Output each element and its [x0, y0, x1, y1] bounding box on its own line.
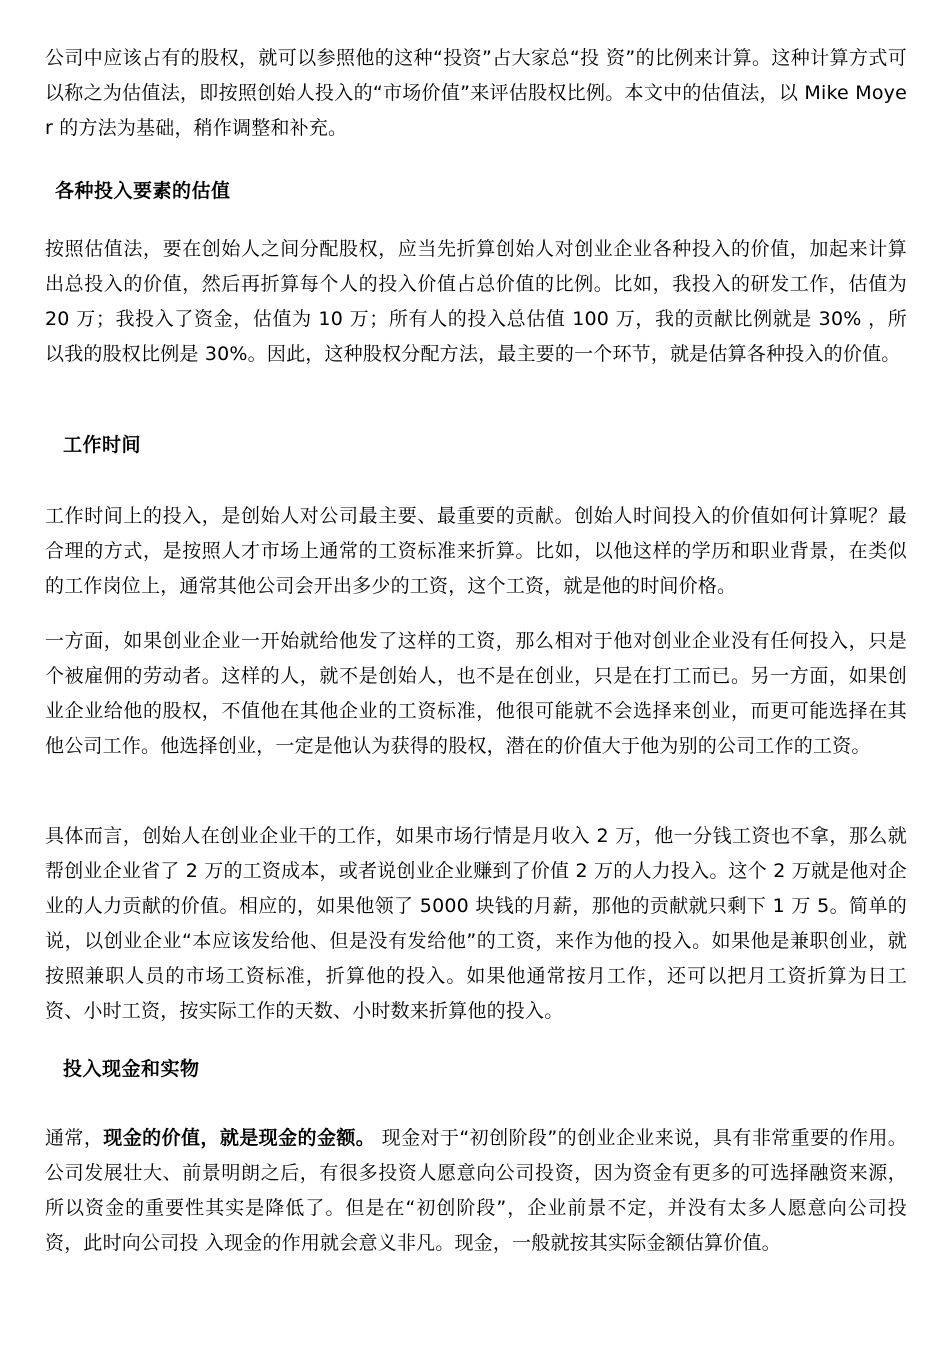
heading-cash-and-assets: 投入现金和实物: [63, 1058, 200, 1080]
heading-input-valuation: 各种投入要素的估值: [55, 180, 231, 202]
cash-body-text: 现金对于“初创阶段”的创业企业来说，具有非常重要的作用。公司发展壮大、前景明朗之后，有很多投资人愿意向公司投资，因为资金有更多的可选择融资来源，所以资金的重要性其实是降低了。但是在“初创阶段”，企业前景不定，并没有太多人愿意向公司投资，此时向公司投 入现金的作用就会意义非凡。现金，一般就按其实际金额估算价值。: [45, 1127, 907, 1254]
heading-work-time: 工作时间: [63, 434, 142, 456]
cash-lead-text: 通常，: [45, 1127, 104, 1149]
paragraph-work-time-input: 工作时间上的投入，是创始人对公司最主要、最重要的贡献。创始人时间投入的价值如何计算呢？最合理的方式，是按照人才市场上通常的工资标准来折算。比如，以他这样的学历和职业背景，在类似的工作岗位上，通常其他公司会开出多少的工资，这个工资，就是他的时间价格。: [45, 505, 907, 597]
paragraph-cash-value: [45, 1121, 907, 1261]
paragraph-salary-vs-equity: 一方面，如果创业企业一开始就给他发了这样的工资，那么相对于他对创业企业没有任何投入，只是个被雇佣的劳动者。这样的人，就不是创始人，也不是在创业，只是在打工而已。另一方面，如果创业企业给他的股权，不值他在其他企业的工资标准，他很可能就不会选择来创业，而更可能选择在其他公司工作。他选择创业，一定是他认为获得的股权，潜在的价值大于他为别的公司工作的工资。: [45, 630, 907, 757]
cash-value-emphasis: 现金的价值，就是现金的金额。: [103, 1127, 376, 1149]
paragraph-equity-valuation-intro: 公司中应该占有的股权，就可以参照他的这种“投资”占大家总“投 资”的比例来计算。这种计算方式可以称之为估值法，即按照创始人投入的“市场价值”来评估股权比例。本文中的估值法，以 Mike Moyer 的方法为基础，稍作调整和补充。: [45, 47, 907, 139]
paragraph-valuation-method: 按照估值法，要在创始人之间分配股权，应当先折算创始人对创业企业各种投入的价值，加起来计算出总投入的价值，然后再折算每个人的投入价值占总价值的比例。比如，我投入的研发工作，估值为 20 万；我投入了资金，估值为 10 万；所有人的投入总估值 100 万，我的贡献比例就是 30% ，所以我的股权比例是 30%。因此，这种股权分配方法，最主要的一个环节，就是估算各种投入的价值。: [45, 238, 907, 365]
paragraph-salary-calculation: 具体而言，创始人在创业企业干的工作，如果市场行情是月收入 2 万，他一分钱工资也不拿，那么就帮创业企业省了 2 万的工资成本，或者说创业企业赚到了价值 2 万的人力投入。这个 2 万就是他对企业的人力贡献的价值。相应的，如果他领了 5000 块钱的月薪，那他的贡献就只剩下 1 万 5。简单的说，以创业企业“本应该发给他、但是没有发给他”的工资，来作为他的投入。如果他是兼职创业，就按照兼职人员的市场工资标准，折算他的投入。如果他通常按月工作，还可以把月工资折算为日工资、小时工资，按实际工作的天数、小时数来折算他的投入。: [45, 825, 907, 1022]
